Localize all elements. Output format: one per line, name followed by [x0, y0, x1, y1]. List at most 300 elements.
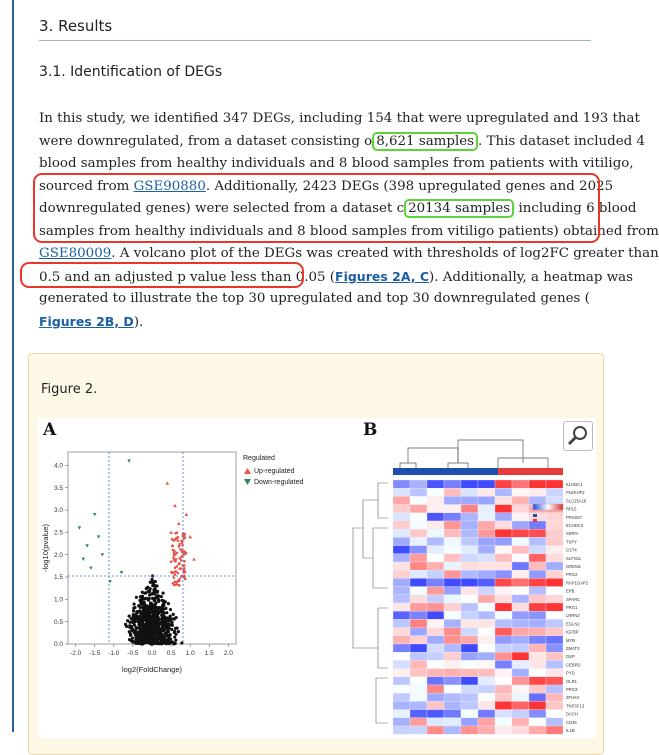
gene-label: DACH: [566, 711, 578, 717]
heatmap-cell: [461, 710, 478, 718]
heatmap-cell: [461, 505, 478, 513]
heatmap-cell: [461, 562, 478, 570]
heatmap-cell: [444, 718, 461, 726]
heatmap-cell: [546, 693, 563, 701]
ns-point: [143, 601, 146, 604]
heatmap-cell: [495, 537, 512, 545]
heatmap-cell: [444, 546, 461, 554]
paragraph-line-1: In this study, we identified 347 DEGs, including 154 that were upregulated and 193 that: [39, 111, 640, 126]
panel-label-b: B: [363, 420, 378, 440]
ns-point: [128, 621, 131, 624]
heatmap-cell: [427, 488, 444, 496]
ns-point: [130, 617, 133, 620]
heatmap-cell: [410, 488, 427, 496]
ns-point: [158, 622, 161, 625]
heatmap-cell: [427, 480, 444, 488]
up-cluster-point: [178, 562, 181, 565]
heatmap-cell: [444, 726, 461, 734]
ns-point: [135, 637, 138, 640]
x-tick-label: 1.0: [185, 650, 195, 657]
heatmap-cell: [512, 644, 529, 652]
heatmap-cell: [393, 726, 410, 734]
ns-point: [160, 640, 163, 643]
ns-point: [149, 623, 152, 626]
ns-point: [166, 641, 169, 644]
heatmap-cell: [444, 529, 461, 537]
heatmap-cell: [427, 636, 444, 644]
heatmap-cell: [512, 554, 529, 562]
gene-label: RPL5: [566, 506, 577, 512]
ns-point: [162, 627, 165, 630]
heatmap-cell: [529, 677, 546, 685]
up-cluster-point: [177, 580, 180, 583]
heatmap-cell: [444, 480, 461, 488]
heatmap-cell: [495, 611, 512, 619]
heatmap-cell: [461, 603, 478, 611]
heatmap-cell: [444, 488, 461, 496]
text-span: ). Additionally, a heatmap was: [429, 269, 634, 285]
heatmap-cell: [512, 562, 529, 570]
ns-point: [167, 627, 170, 630]
heatmap-cell: [495, 546, 512, 554]
heatmap-cell: [478, 710, 495, 718]
gene-label: ECHDC3: [566, 523, 584, 528]
ns-point: [159, 610, 162, 613]
heatmap-cell: [393, 660, 410, 668]
ns-point: [161, 636, 164, 639]
gene-label: TNFSF13: [566, 703, 585, 709]
heatmap-cell: [546, 710, 563, 718]
heatmap-cell: [410, 529, 427, 537]
gene-label: ZFHX4: [566, 695, 580, 701]
heatmap-cell: [512, 677, 529, 685]
text-span: sourced from: [39, 178, 134, 194]
heatmap-cell: [444, 644, 461, 652]
annotation-box-1: [33, 173, 600, 243]
annotation-box-2: [20, 262, 304, 288]
heatmap-cell: [495, 578, 512, 586]
heatmap-cell: [478, 595, 495, 603]
heatmap-cell: [427, 660, 444, 668]
heatmap-cell: [461, 537, 478, 545]
ns-point: [125, 625, 128, 628]
y-axis-label: -log10(pvalue): [41, 524, 50, 572]
subsection-title: 3.1. Identification of DEGs: [39, 64, 223, 80]
up-cluster-point: [183, 560, 186, 563]
zoom-button[interactable]: [563, 421, 593, 451]
heatmap-cell: [444, 562, 461, 570]
figure-image[interactable]: [38, 418, 596, 738]
heatmap-cell: [495, 669, 512, 677]
heatmap-cell: [427, 677, 444, 685]
heatmap-cell: [529, 611, 546, 619]
ns-point: [151, 642, 154, 645]
heatmap-cell: [546, 554, 563, 562]
heatmap-cell: [410, 562, 427, 570]
gene-label: KLHDC1: [566, 482, 583, 487]
gene-label: IL1B: [566, 728, 575, 733]
section-accent-bar: [12, 0, 14, 732]
heatmap-cell: [495, 505, 512, 513]
ns-point: [171, 621, 174, 624]
heatmap-cell: [495, 554, 512, 562]
heatmap-cell: [478, 546, 495, 554]
up-cluster-point: [181, 544, 184, 547]
gene-label: CD36: [566, 719, 577, 725]
heatmap-cell: [495, 603, 512, 611]
link-gse80009[interactable]: GSE80009: [39, 246, 112, 261]
heatmap-cell: [427, 554, 444, 562]
heatmap-cell: [546, 677, 563, 685]
gene-label: RAP1GAP2: [566, 580, 589, 586]
ns-point: [154, 622, 157, 625]
heatmap-cell: [529, 488, 546, 496]
ns-point: [134, 613, 137, 616]
ns-point: [166, 616, 169, 619]
heatmap-cell: [478, 603, 495, 611]
heatmap-cell: [393, 537, 410, 545]
heatmap-cell: [410, 513, 427, 521]
heatmap-cell: [461, 513, 478, 521]
heatmap-cell: [427, 701, 444, 709]
heatmap-cell: [495, 496, 512, 504]
heatmap-cell: [410, 537, 427, 545]
ns-point: [128, 630, 131, 633]
heatmap-cell: [495, 636, 512, 644]
heatmap-cell: [495, 652, 512, 660]
heatmap-cell: [512, 710, 529, 718]
up-cluster-point: [177, 540, 180, 543]
heatmap-cell: [427, 644, 444, 652]
link-figures-2a-c[interactable]: Figures 2A, C: [335, 268, 430, 284]
heatmap-cell: [529, 652, 546, 660]
text-span: . A volcano plot of the DEGs was created with thresholds of log2FC greater than: [111, 246, 659, 261]
heatmap-cell: [512, 693, 529, 701]
heatmap-cell: [393, 603, 410, 611]
ns-point: [143, 597, 146, 600]
heatmap-cell: [529, 693, 546, 701]
heatmap-cell: [427, 513, 444, 521]
heatmap-cell: [410, 710, 427, 718]
heatmap-cell: [427, 628, 444, 636]
paragraph-line-2: [39, 131, 646, 154]
heatmap-cell: [512, 603, 529, 611]
ns-point: [153, 599, 156, 602]
up-cluster-point: [171, 545, 174, 548]
heatmap-cell: [546, 628, 563, 636]
legend-up: Up-regulated: [254, 468, 295, 475]
heatmap-cell: [393, 546, 410, 554]
heatmap-cell: [461, 554, 478, 562]
heatmap-cell: [427, 693, 444, 701]
ns-point: [151, 614, 154, 617]
heatmap-cell: [529, 603, 546, 611]
heatmap-cell: [529, 529, 546, 537]
heatmap-cell: [461, 480, 478, 488]
ns-point: [172, 641, 175, 644]
heatmap-cell: [478, 644, 495, 652]
gene-label: CST4: [566, 547, 577, 553]
colorbar-swatch-vitiligo: [533, 519, 537, 522]
link-gse90880[interactable]: GSE90880: [133, 178, 206, 194]
heatmap-cell: [461, 595, 478, 603]
heatmap-cell: [512, 611, 529, 619]
y-tick-label: 3.5: [53, 484, 63, 492]
up-cluster-point: [170, 560, 173, 563]
heatmap-cell: [410, 521, 427, 529]
ns-point: [159, 630, 162, 633]
text-span: downregulated genes) were selected from a dataset c: [39, 201, 405, 216]
gene-label: SLC25A18: [566, 498, 587, 504]
panel-label-a: A: [43, 420, 57, 440]
heatmap-cell: [512, 660, 529, 668]
heatmap-cell: [478, 529, 495, 537]
heatmap-cell: [529, 669, 546, 677]
heatmap-cell: [478, 496, 495, 504]
heatmap-cell: [461, 660, 478, 668]
y-tick-label: 1.0: [53, 596, 63, 604]
gene-label: GREM1: [566, 564, 581, 569]
heatmap-cell: [478, 726, 495, 734]
up-cluster-point: [178, 543, 181, 546]
heatmap-cell: [546, 660, 563, 668]
heatmap-cell: [495, 726, 512, 734]
heatmap-cell: [393, 554, 410, 562]
up-cluster-point: [180, 575, 183, 578]
ns-point: [167, 623, 170, 626]
ns-point: [157, 598, 160, 601]
heatmap-cell: [495, 488, 512, 496]
ns-point: [151, 592, 154, 595]
up-cluster-point: [179, 548, 182, 551]
gene-label: PRG3: [566, 687, 578, 692]
x-axis-label: log2(FoldChange): [121, 665, 183, 674]
heatmap-cell: [495, 595, 512, 603]
heatmap-cell: [546, 587, 563, 595]
heatmap-cell: [444, 595, 461, 603]
heatmap-cell: [410, 685, 427, 693]
heatmap-cell: [444, 611, 461, 619]
heatmap-cell: [444, 587, 461, 595]
ns-point: [131, 620, 134, 623]
heatmap-cell: [529, 546, 546, 554]
heatmap-cell: [393, 578, 410, 586]
heatmap-cell: [512, 701, 529, 709]
ns-point: [150, 637, 153, 640]
ns-point: [132, 603, 135, 606]
ns-point: [161, 613, 164, 616]
y-tick-label: 0.5: [53, 618, 63, 626]
x-tick-label: 0.0: [147, 650, 157, 657]
heatmap-cell: [529, 595, 546, 603]
heatmap-cell: [546, 636, 563, 644]
heatmap-cell: [461, 726, 478, 734]
heatmap-cell: [444, 537, 461, 545]
ns-point: [149, 618, 152, 621]
heatmap-cell: [529, 685, 546, 693]
heatmap-cell: [546, 644, 563, 652]
heatmap-cell: [393, 669, 410, 677]
heatmap-cell: [478, 701, 495, 709]
heatmap-cell: [478, 587, 495, 595]
heatmap-cell: [512, 669, 529, 677]
ns-point: [169, 638, 172, 641]
ns-point: [173, 631, 176, 634]
up-cluster-point: [178, 557, 181, 560]
heatmap-cell: [444, 636, 461, 644]
heatmap-cell: [410, 603, 427, 611]
ns-point: [129, 634, 132, 637]
heatmap-cell: [427, 603, 444, 611]
heatmap-cell: [512, 521, 529, 529]
link-figures-2b-d[interactable]: Figures 2B, D: [39, 313, 134, 329]
ns-point: [141, 591, 144, 594]
gene-label: PLEKHF2: [566, 490, 585, 496]
gene-label: EPB: [566, 588, 575, 594]
group-bar-vitiligo: [498, 468, 563, 475]
ns-point: [132, 609, 135, 612]
heatmap-cell: [529, 628, 546, 636]
heatmap-cell: [529, 570, 546, 578]
heatmap-cell: [393, 513, 410, 521]
heatmap-cell: [512, 636, 529, 644]
heatmap-cell: [529, 644, 546, 652]
heatmap-cell: [393, 562, 410, 570]
ns-point: [138, 615, 141, 618]
heatmap-cell: [427, 570, 444, 578]
heatmap-cell: [444, 521, 461, 529]
heatmap-cell: [427, 529, 444, 537]
ns-point: [135, 610, 138, 613]
ns-point: [137, 604, 140, 607]
heatmap-cell: [495, 513, 512, 521]
y-tick-label: 3.0: [53, 507, 63, 515]
heatmap-cell: [512, 546, 529, 554]
heatmap-cell: [393, 619, 410, 627]
heatmap-cell: [529, 562, 546, 570]
up-cluster-point: [170, 571, 173, 574]
up-cluster-point: [184, 578, 187, 581]
heatmap-cell: [427, 578, 444, 586]
ns-point: [128, 626, 131, 629]
up-cluster-point: [173, 539, 176, 542]
up-cluster-point: [173, 553, 176, 556]
ns-point: [160, 595, 163, 598]
heatmap-cell: [461, 529, 478, 537]
ns-point: [173, 617, 176, 620]
heatmap-cell: [495, 628, 512, 636]
heatmap-cell: [410, 554, 427, 562]
heatmap-cell: [444, 693, 461, 701]
heatmap-cell: [410, 578, 427, 586]
ns-point: [139, 602, 142, 605]
heatmap-cell: [529, 660, 546, 668]
heatmap-cell: [461, 669, 478, 677]
heatmap-cell: [546, 595, 563, 603]
ns-point: [161, 599, 164, 602]
ns-point: [131, 636, 134, 639]
ns-point: [173, 636, 176, 639]
heatmap-cell: [495, 660, 512, 668]
heatmap-cell: [495, 710, 512, 718]
heatmap-cell: [427, 685, 444, 693]
heatmap-cell: [512, 587, 529, 595]
heatmap-cell: [461, 652, 478, 660]
heatmap-cell: [529, 701, 546, 709]
heatmap-cell: [444, 669, 461, 677]
heatmap-cell: [444, 505, 461, 513]
gene-label: EGLN2: [566, 621, 580, 627]
magnifier-icon: [564, 422, 592, 450]
x-tick-label: 2.0: [223, 650, 233, 657]
heatmap-cell: [410, 693, 427, 701]
ns-point: [136, 618, 139, 621]
ns-point: [167, 602, 170, 605]
heatmap-cell: [427, 595, 444, 603]
heatmap-cell: [393, 693, 410, 701]
heatmap-cell: [461, 611, 478, 619]
ns-point: [158, 618, 161, 621]
volcano-plot: [38, 446, 308, 706]
ns-point: [174, 627, 177, 630]
ns-point: [146, 615, 149, 618]
heatmap-cell: [427, 496, 444, 504]
heatmap-cell: [427, 710, 444, 718]
ns-point: [154, 589, 157, 592]
heatmap-cell: [495, 701, 512, 709]
ns-point: [150, 632, 153, 635]
heatmap-cell: [495, 685, 512, 693]
heatmap-cell: [495, 677, 512, 685]
heatmap-cell: [546, 480, 563, 488]
heatmap-cell: [461, 718, 478, 726]
heatmap-cell: [512, 537, 529, 545]
colorbar-swatch-normal: [533, 514, 537, 517]
heatmap-cell: [410, 611, 427, 619]
heatmap-cell: [546, 701, 563, 709]
heatmap-cell: [427, 669, 444, 677]
heatmap-cell: [512, 505, 529, 513]
x-tick-label: -0.5: [127, 650, 139, 657]
ns-point: [163, 641, 166, 644]
ns-point: [149, 605, 152, 608]
heatmap-cell: [461, 587, 478, 595]
heatmap-cell: [512, 619, 529, 627]
heatmap-cell: [393, 587, 410, 595]
heatmap-cell: [461, 546, 478, 554]
heatmap-cell: [461, 521, 478, 529]
ns-point: [137, 623, 140, 626]
heatmap-cell: [393, 521, 410, 529]
heatmap-cell: [410, 619, 427, 627]
up-cluster-point: [176, 583, 179, 586]
up-cluster-point: [179, 567, 182, 570]
heatmap-cell: [410, 480, 427, 488]
heatmap-cell: [529, 587, 546, 595]
gene-label: LRRN2: [566, 613, 580, 619]
heatmap-cell: [427, 652, 444, 660]
heatmap-cell: [546, 603, 563, 611]
ns-point: [155, 629, 158, 632]
ns-point: [169, 616, 172, 619]
gene-label: PRSS57: [566, 514, 583, 520]
legend-down: Down-regulated: [254, 479, 304, 486]
heatmap-cell: [444, 578, 461, 586]
heatmap-cell: [410, 677, 427, 685]
heatmap-cell: [427, 562, 444, 570]
heatmap-cell: [461, 693, 478, 701]
ns-point: [168, 619, 171, 622]
